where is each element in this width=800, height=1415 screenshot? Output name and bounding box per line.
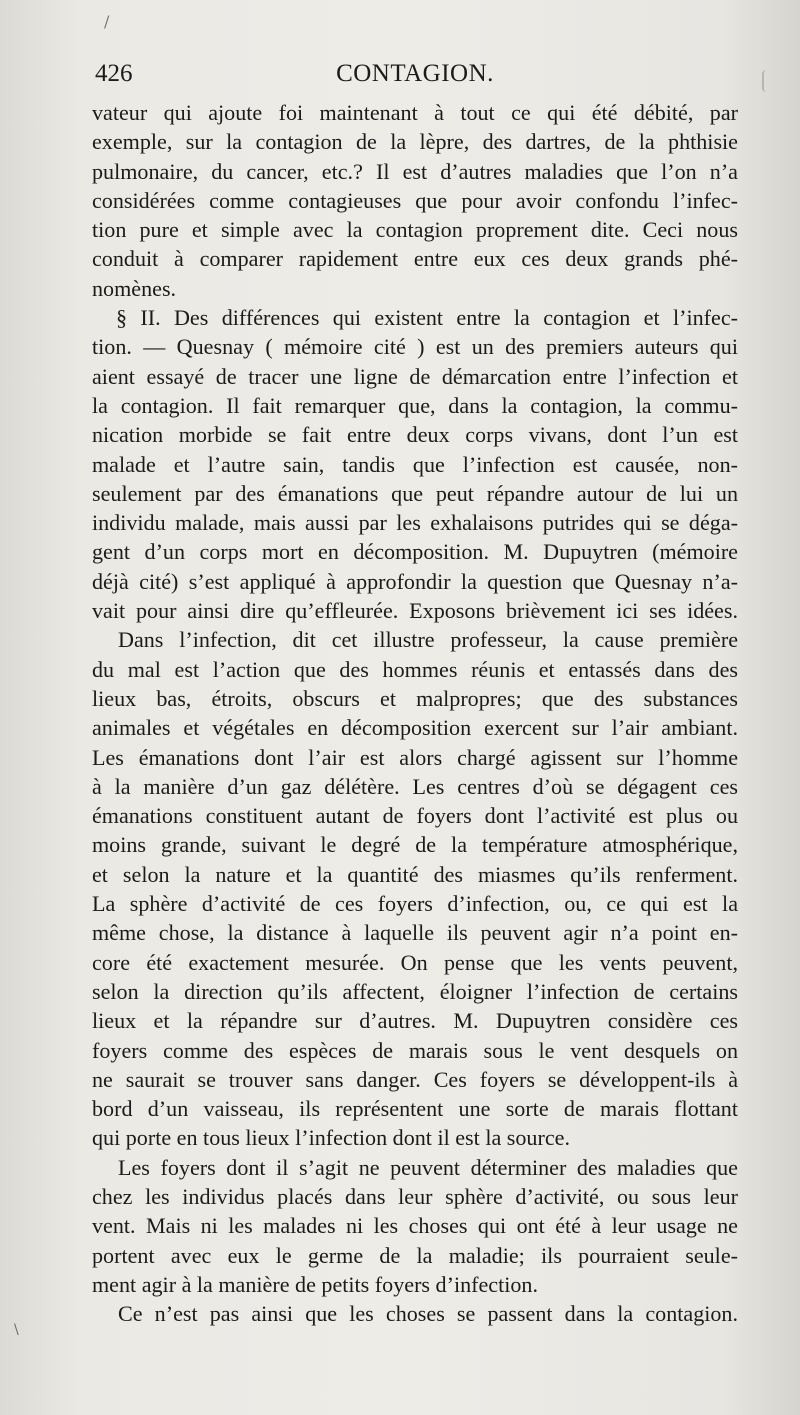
text-line: lieux et la répandre sur d’autres. M. Dupuytren considère ces [92, 1008, 738, 1034]
text-line: core été exactement mesurée. On pense que les vents peuvent, [92, 949, 738, 975]
text-line: pulmonaire, du cancer, etc.? Il est d’autres maladies que l’on n’a [92, 158, 738, 184]
margin-mark: \ [14, 1322, 19, 1338]
text-line: foyers comme des espèces de marais sous le vent desquels on [92, 1037, 738, 1063]
text-line: Les foyers dont il s’agit ne peuvent déterminer des maladies que [118, 1154, 738, 1180]
text-line: aient essayé de tracer une ligne de démarcation entre l’infection et [92, 363, 738, 389]
text-line: tion pure et simple avec la contagion proprement dite. Ceci nous [92, 217, 738, 243]
text-line: considérées comme contagieuses que pour avoir confondu l’infec- [92, 187, 738, 213]
text-line: moins grande, suivant le degré de la température atmosphérique, [92, 832, 738, 858]
page-edge-mark [762, 70, 770, 92]
text-line: vent. Mais ni les malades ni les choses qui ont été à leur usage ne [92, 1213, 738, 1239]
text-line: à la manière d’un gaz délétère. Les centres d’où se dégagent ces [92, 773, 738, 799]
text-line: nication morbide se fait entre deux corps vivans, dont l’un est [92, 422, 738, 448]
text-line: malade et l’autre sain, tandis que l’infection est causée, non- [92, 451, 738, 477]
body-text [92, 98, 738, 1328]
text-line: ne saurait se trouver sans danger. Ces foyers se développent-ils à [92, 1066, 738, 1092]
text-line: tion. — Quesnay ( mémoire cité ) est un des premiers auteurs qui [92, 334, 738, 360]
text-line: déjà cité) s’est appliqué à approfondir la question que Quesnay n’a- [92, 568, 738, 594]
text-line: conduit à comparer rapidement entre eux ces deux grands phé- [92, 246, 738, 272]
text-line: exemple, sur la contagion de la lèpre, des dartres, de la phthisie [92, 129, 738, 155]
text-line: seulement par des émanations que peut répandre autour de lui un [92, 480, 738, 506]
text-line: individu malade, mais aussi par les exhalaisons putrides qui se déga- [92, 510, 738, 536]
text-line: vateur qui ajoute foi maintenant à tout ce qui été débité, par [92, 100, 738, 125]
text-line: selon la direction qu’ils affectent, éloigner l’infection de certains [92, 978, 738, 1004]
running-title: CONTAGION. [336, 60, 494, 87]
page-number: 426 [95, 60, 133, 87]
text-line: la contagion. Il fait remarquer que, dans la contagion, la commu- [92, 392, 738, 418]
text-line: Dans l’infection, dit cet illustre professeur, la cause première [118, 627, 738, 653]
text-line: vait pour ainsi dire qu’effleurée. Exposons brièvement ici ses idées. [92, 598, 738, 624]
text-line: ment agir à la manière de petits foyers d’infection. [92, 1271, 538, 1297]
page-header [95, 60, 735, 100]
text-line: lieux bas, étroits, obscurs et malpropres; que des substances [92, 685, 738, 711]
text-line: du mal est l’action que des hommes réunis et entassés dans des [92, 656, 738, 682]
text-line: bord d’un vaisseau, ils représentent une sorte de marais flottant [92, 1096, 738, 1122]
text-line: animales et végétales en décomposition exercent sur l’air ambiant. [92, 715, 738, 741]
top-margin-mark: / [104, 12, 110, 31]
text-line: Les émanations dont l’air est alors chargé agissent sur l’homme [92, 744, 738, 770]
text-line: même chose, la distance à laquelle ils peuvent agir n’a point en- [92, 920, 738, 946]
text-line: portent avec eux le germe de la maladie; ils pourraient seule- [92, 1242, 738, 1268]
text-line: nomènes. [92, 275, 177, 301]
text-line: qui porte en tous lieux l’infection dont il est la source. [92, 1125, 570, 1151]
text-line: La sphère d’activité de ces foyers d’infection, ou, ce qui est la [92, 891, 738, 917]
section-heading-line: § II. Des différences qui existent entre la contagion et l’infec- [116, 305, 738, 331]
text-line: gent d’un corps mort en décomposition. M. Dupuytren (mémoire [92, 539, 738, 565]
text-line: chez les individus placés dans leur sphère d’activité, ou sous leur [92, 1183, 738, 1209]
text-line: Ce n’est pas ainsi que les choses se passent dans la contagion. [118, 1301, 738, 1327]
text-line: émanations constituent autant de foyers dont l’activité est plus ou [92, 803, 738, 829]
text-line: et selon la nature et la quantité des miasmes qu’ils renferment. [92, 861, 738, 887]
